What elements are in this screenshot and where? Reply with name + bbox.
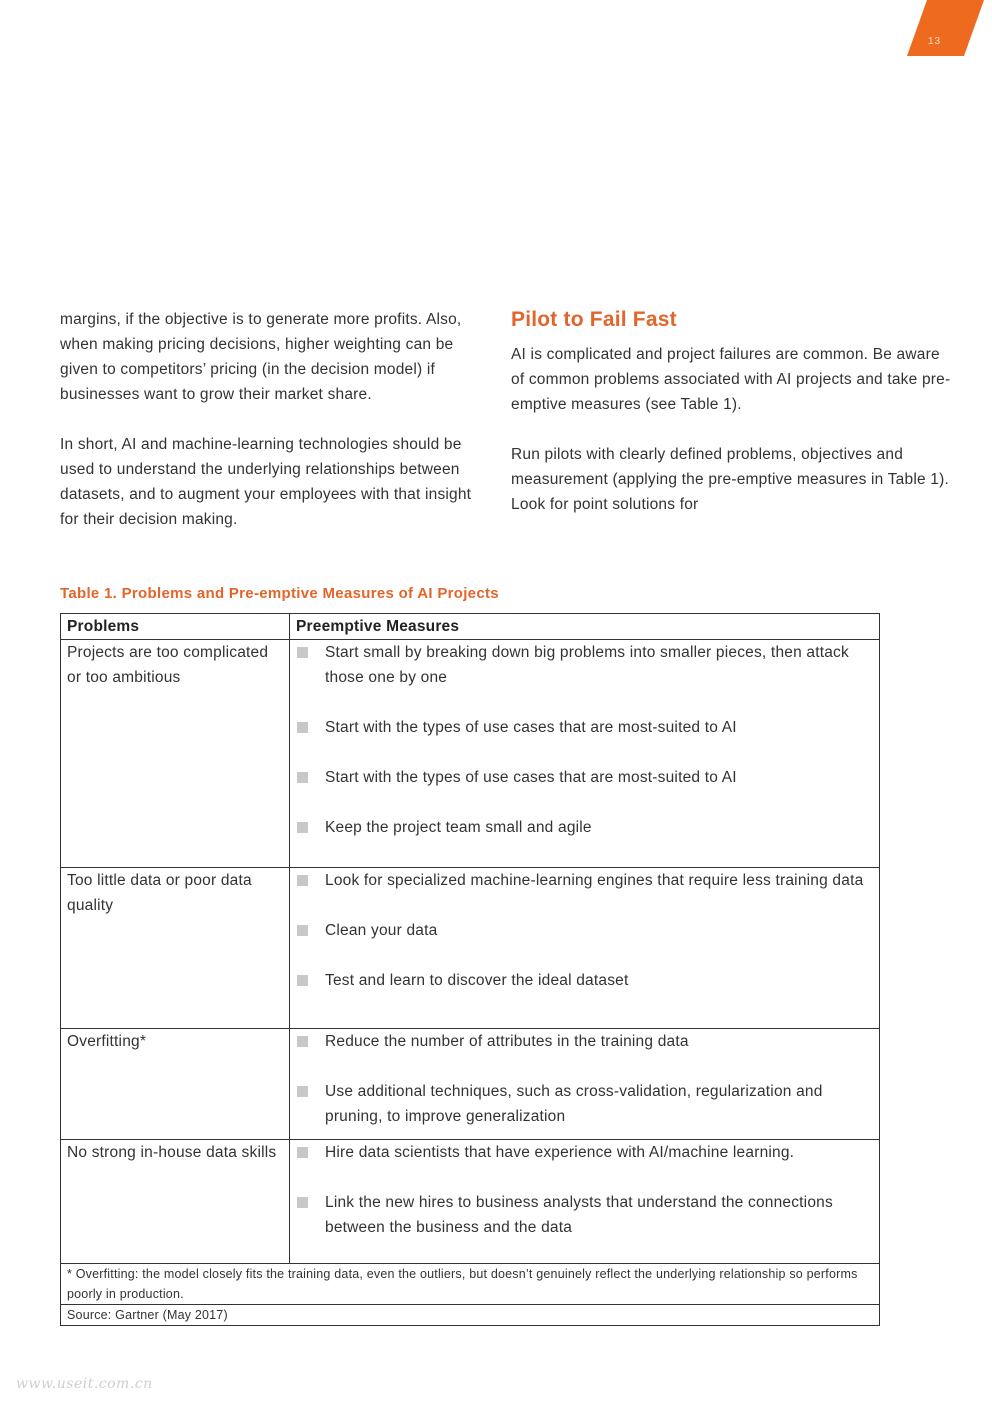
measures-list bbox=[296, 1140, 873, 1240]
measure-text: Start with the types of use cases that are most-suited to AI bbox=[325, 719, 737, 736]
problem-cell: No strong in-house data skills bbox=[61, 1140, 290, 1264]
table-source-row bbox=[61, 1305, 880, 1326]
table-row bbox=[61, 868, 880, 1029]
measure-text: Start small by breaking down big problems into smaller pieces, then attack those one by one bbox=[325, 644, 849, 686]
measures-list bbox=[296, 1029, 873, 1129]
page-corner-tab bbox=[907, 0, 984, 56]
square-bullet-icon bbox=[297, 1197, 308, 1208]
measures-cell bbox=[290, 1140, 880, 1264]
square-bullet-icon bbox=[297, 1036, 308, 1047]
body-paragraph: Run pilots with clearly defined problems, objectives and measurement (applying the pre-emptive measures in Table 1). Look for point solutions for bbox=[511, 446, 949, 513]
problem-cell: Too little data or poor data quality bbox=[61, 868, 290, 1029]
measures-list bbox=[296, 868, 873, 993]
measure-text: Start with the types of use cases that are most-suited to AI bbox=[325, 769, 737, 786]
measure-text: Keep the project team small and agile bbox=[325, 819, 592, 836]
square-bullet-icon bbox=[297, 925, 308, 936]
measure-text: Use additional techniques, such as cross-validation, regularization and pruning, to improve generalization bbox=[325, 1083, 823, 1125]
right-column bbox=[511, 306, 951, 542]
table-source: Source: Gartner (May 2017) bbox=[61, 1305, 880, 1326]
square-bullet-icon bbox=[297, 647, 308, 658]
list-item bbox=[296, 868, 873, 893]
measure-text: Clean your data bbox=[325, 922, 438, 939]
measure-text: Test and learn to discover the ideal dataset bbox=[325, 972, 629, 989]
square-bullet-icon bbox=[297, 822, 308, 833]
list-item bbox=[296, 640, 873, 690]
problems-measures-table bbox=[60, 613, 880, 1326]
watermark: www.useit.com.cn bbox=[16, 1376, 153, 1392]
square-bullet-icon bbox=[297, 722, 308, 733]
page-number: 13 bbox=[928, 36, 942, 47]
body-paragraph: In short, AI and machine-learning technologies should be used to understand the underlying relationships between datasets, and to augment your employees with that insight for their decision making. bbox=[60, 436, 472, 528]
problem-cell: Overfitting* bbox=[61, 1029, 290, 1140]
square-bullet-icon bbox=[297, 1086, 308, 1097]
body-paragraph: margins, if the objective is to generate more profits. Also, when making pricing decisions, higher weighting can be given to competitors’ pricing (in the decision model) if businesses want to grow their market share. bbox=[60, 311, 462, 403]
square-bullet-icon bbox=[297, 975, 308, 986]
left-column bbox=[60, 307, 492, 557]
list-item bbox=[296, 815, 873, 840]
list-item bbox=[296, 1140, 873, 1165]
measure-text: Hire data scientists that have experience with AI/machine learning. bbox=[325, 1144, 795, 1161]
table-caption: Table 1. Problems and Pre-emptive Measures of AI Projects bbox=[60, 585, 499, 602]
list-item bbox=[296, 1190, 873, 1240]
list-item bbox=[296, 715, 873, 740]
measure-text: Link the new hires to business analysts that understand the connections between the business and the data bbox=[325, 1194, 833, 1236]
table-footnote: * Overfitting: the model closely fits the training data, even the outliers, but doesn’t genuinely reflect the underlying relationship so performs poorly in production. bbox=[61, 1264, 880, 1305]
square-bullet-icon bbox=[297, 1147, 308, 1158]
table-footnote-row bbox=[61, 1264, 880, 1305]
measures-cell bbox=[290, 1029, 880, 1140]
measures-cell bbox=[290, 868, 880, 1029]
square-bullet-icon bbox=[297, 875, 308, 886]
list-item bbox=[296, 765, 873, 790]
square-bullet-icon bbox=[297, 772, 308, 783]
header-problems: Problems bbox=[61, 614, 290, 640]
header-measures: Preemptive Measures bbox=[290, 614, 880, 640]
list-item bbox=[296, 1029, 873, 1054]
measures-list bbox=[296, 640, 873, 840]
measure-text: Reduce the number of attributes in the training data bbox=[325, 1033, 689, 1050]
list-item bbox=[296, 968, 873, 993]
body-paragraph: AI is complicated and project failures are common. Be aware of common problems associated with AI projects and take pre-emptive measures (see Table 1). bbox=[511, 346, 951, 413]
table-row bbox=[61, 1029, 880, 1140]
table-row bbox=[61, 640, 880, 868]
table-header-row bbox=[61, 614, 880, 640]
table-row bbox=[61, 1140, 880, 1264]
problem-cell: Projects are too complicated or too ambitious bbox=[61, 640, 290, 868]
measures-cell bbox=[290, 640, 880, 868]
list-item bbox=[296, 918, 873, 943]
section-heading: Pilot to Fail Fast bbox=[511, 308, 677, 331]
measure-text: Look for specialized machine-learning engines that require less training data bbox=[325, 872, 864, 889]
list-item bbox=[296, 1079, 873, 1129]
